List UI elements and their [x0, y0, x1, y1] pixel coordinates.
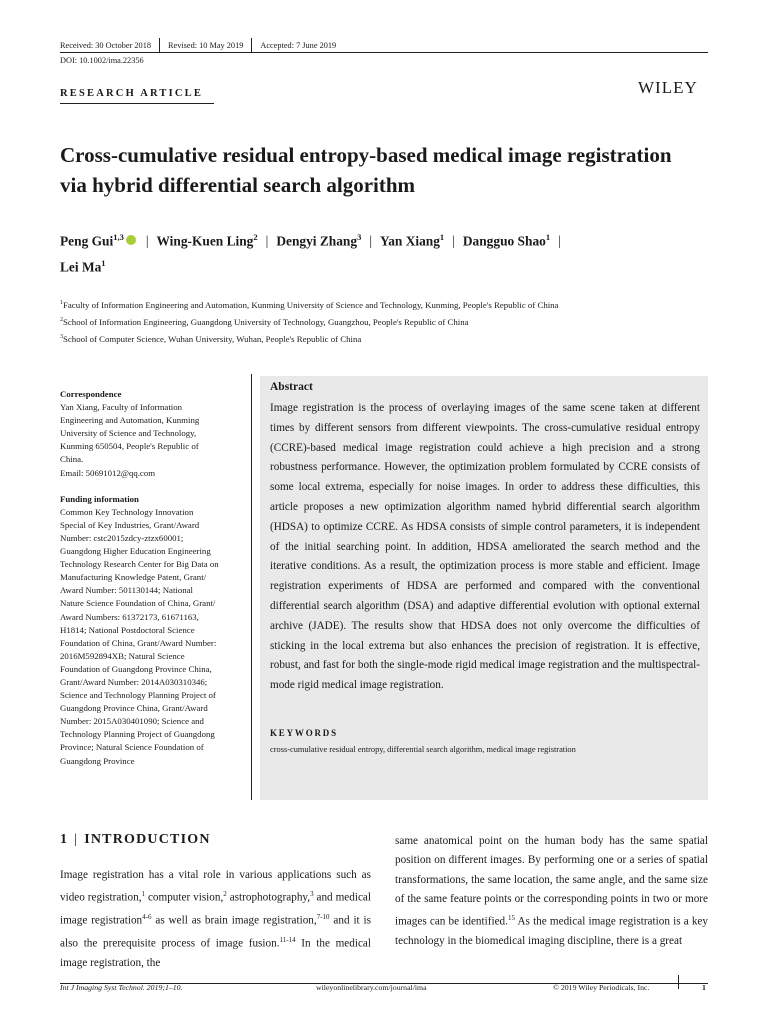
funding-heading: Funding information — [60, 493, 139, 504]
author-separator: | — [452, 233, 455, 249]
author-name[interactable]: Wing-Kuen Ling — [156, 233, 254, 249]
section-title: INTRODUCTION — [84, 832, 211, 847]
affiliation-mark: 1 — [60, 300, 63, 307]
author-name[interactable]: Peng Gui — [60, 233, 114, 249]
correspondence-line: Engineering and Automation, Kunming — [60, 415, 200, 426]
section-separator: | — [74, 832, 79, 847]
author-affiliation-mark: 1 — [545, 232, 551, 242]
funding-line: Technology Planning Project of Guangdong — [60, 729, 215, 740]
footer-divider — [678, 975, 679, 989]
keywords-heading: KEYWORDS — [270, 728, 338, 738]
page-number: 1 — [702, 983, 706, 992]
funding-line: 2016M592894XB; Natural Science — [60, 650, 185, 661]
author-affiliation-mark: 1,3 — [113, 232, 124, 242]
correspondence-text — [60, 401, 250, 480]
funding-line: Number: 2015A030401090; Science and — [60, 716, 204, 727]
citation[interactable]: 4-6 — [142, 913, 152, 922]
author-affiliation-mark: 3 — [357, 232, 362, 242]
funding-line: Guangdong Province — [60, 755, 135, 766]
funding-line: Foundation of China, Grant/Award Number: — [60, 637, 217, 648]
body-text: and medical image registration — [60, 892, 371, 928]
correspondence-line: China. — [60, 454, 84, 465]
citation[interactable]: 3 — [310, 890, 314, 899]
funding-line: Manufacturing Knowledge Patent, Grant/ — [60, 572, 207, 583]
funding-line: Number: cstc2015zdcy-ztzx60001; — [60, 532, 184, 543]
intro-column-1 — [60, 866, 371, 974]
funding-line: Nature Science Foundation of China, Grant/ — [60, 598, 216, 609]
author-separator: | — [369, 233, 373, 249]
abstract-heading: Abstract — [270, 381, 313, 393]
correspondence-line: University of Science and Technology, — [60, 428, 197, 439]
funding-line: Guangdong Province China, Grant/Award — [60, 703, 208, 714]
affiliation-text: Faculty of Information Engineering and Automation, Kunming University of Science and Technology, Kunming, People's Republic of China — [63, 300, 559, 310]
correspondence-line: Email: 50691012@qq.com — [60, 467, 156, 478]
author-affiliation-mark: 1 — [101, 258, 106, 269]
orcid-icon[interactable] — [126, 235, 136, 245]
funding-line: Common Key Technology Innovation — [60, 506, 194, 517]
affiliation — [60, 300, 558, 310]
copyright: © 2019 Wiley Periodicals, Inc. — [553, 983, 650, 992]
abstract-text: Image registration is the process of overlaying images of the same scene taken at different times by different sensors from different viewpoints. The cross-cumulative residual entropy (CCRE)-based medical image registration could achieve a high precision and a strong robustness performance. However, the optimization problem formulated by CCRE consists of some local extrema, especially for noise images. In order to address these difficulties, this article proposes a new optimization algorithm named hybrid differential search algorithm (HDSA) to optimize CCRE. As HDSA consists of simple control parameters, it is independent of the initial searching point. In addition, HDSA ameliorated the search method and the iterative conditions. As a result, the optimization process is more stable and efficient. Image registration experiments of HDSA are performed and compared with the conventional differential search algorithm (DSA) and adaptive differential evolution with optional external archive (JADE). The results show that HDSA does not only overcome the difficulties of sticking in the local extrema but also enhances the precision of registration. It is effective, robust, and fast for both the single-mode rigid medical image registration and the multispectral-mode rigid medical image registration. — [270, 402, 700, 692]
author-name[interactable]: Yan Xiang — [380, 233, 440, 249]
journal-url[interactable]: wileyonlinelibrary.com/journal/ima — [316, 983, 427, 992]
paper-title: Cross-cumulative residual entropy-based medical image registration via hybrid differential search algorithm — [60, 143, 672, 197]
body-text: and it is also the prerequisite process of image fusion. — [60, 915, 371, 951]
body-text: In the medical image registration, the — [60, 938, 371, 970]
body-text: as well as brain image registration, — [151, 915, 317, 928]
publisher-logo: WILEY — [638, 78, 698, 97]
correspondence-line: Yan Xiang, Faculty of Information — [60, 402, 183, 413]
sidebar-info — [60, 388, 250, 768]
body-text: Image registration has a vital role in various applications such as video registration, — [60, 869, 371, 905]
body-text: As the medical image registration is a key technology in the biomedical imaging discipline, there is a great — [395, 915, 708, 948]
citation[interactable]: 11-14 — [279, 936, 296, 945]
article-type: RESEARCH ARTICLE — [60, 88, 204, 99]
body-text: same anatomical point on the human body has the same spatial position on different images. By performing one or a series of spatial transformations, the same location, the same angle, and the same size of the same feature points or the corresponding points in two or more images can be identified. — [395, 835, 708, 928]
correspondence-line: Kunming 650504, People's Republic of — [60, 441, 199, 452]
header-rule — [60, 52, 708, 53]
author-affiliation-mark: 2 — [253, 232, 258, 242]
funding-line: H1814; National Postdoctoral Science — [60, 624, 195, 635]
funding-line: Technology Research Center for Big Data on — [60, 559, 219, 570]
author-separator: | — [558, 233, 561, 249]
affiliation-text: School of Information Engineering, Guangdong University of Technology, Guangzhou, People's Republic of China — [63, 317, 469, 327]
article-dates — [60, 38, 344, 53]
accepted-date: Accepted: 7 June 2019 — [260, 41, 337, 50]
journal-citation: Int J Imaging Syst Technol. 2019;1–10. — [60, 983, 183, 992]
citation[interactable]: 7-10 — [316, 913, 330, 922]
funding-line: Province; Natural Science Foundation of — [60, 742, 204, 753]
funding-text — [60, 506, 250, 768]
funding-line: Grant/Award Number: 2014A030310346; — [60, 676, 208, 687]
affiliation-mark: 3 — [60, 334, 63, 341]
funding-line: Foundation of Guangdong Province China, — [60, 663, 212, 674]
article-type-rule — [60, 103, 214, 104]
keywords-text: cross-cumulative residual entropy, differential search algorithm, medical image registration — [270, 745, 576, 754]
body-text: computer vision, — [145, 892, 224, 905]
author-separator: | — [145, 233, 149, 249]
author-separator: | — [265, 233, 269, 249]
author-name[interactable]: Dangguo Shao — [462, 233, 546, 249]
citation[interactable]: 2 — [223, 890, 227, 899]
affiliation — [60, 334, 361, 344]
body-text: astrophotography, — [226, 892, 311, 905]
funding-line: Special of Key Industries, Grant/Award — [60, 519, 200, 530]
citation[interactable]: 1 — [141, 890, 146, 899]
author-name[interactable]: Lei Ma — [60, 259, 102, 275]
funding-line: Science and Technology Planning Project of — [60, 690, 216, 701]
section-heading-introduction — [60, 832, 211, 848]
author-affiliation-mark: 1 — [439, 232, 445, 242]
doi[interactable]: DOI: 10.1002/ima.22356 — [60, 56, 144, 65]
intro-column-2 — [395, 832, 708, 952]
affiliation-mark: 2 — [60, 317, 63, 324]
citation[interactable]: 15 — [507, 914, 515, 923]
author-list — [60, 226, 710, 279]
correspondence-heading: Correspondence — [60, 389, 122, 399]
received-date: Received: 30 October 2018 — [60, 41, 152, 50]
affiliation — [60, 317, 469, 327]
author-name[interactable]: Dengyi Zhang — [276, 233, 358, 249]
funding-line: Award Number: 501130144; National — [60, 585, 193, 596]
column-divider — [251, 374, 252, 800]
section-number: 1 — [60, 832, 69, 847]
affiliation-text: School of Computer Science, Wuhan University, Wuhan, People's Republic of China — [63, 334, 362, 344]
revised-date: Revised: 10 May 2019 — [168, 41, 244, 50]
funding-line: Award Numbers: 61372173, 61671163, — [60, 611, 199, 622]
funding-line: Guangdong Higher Education Engineering — [60, 546, 211, 557]
